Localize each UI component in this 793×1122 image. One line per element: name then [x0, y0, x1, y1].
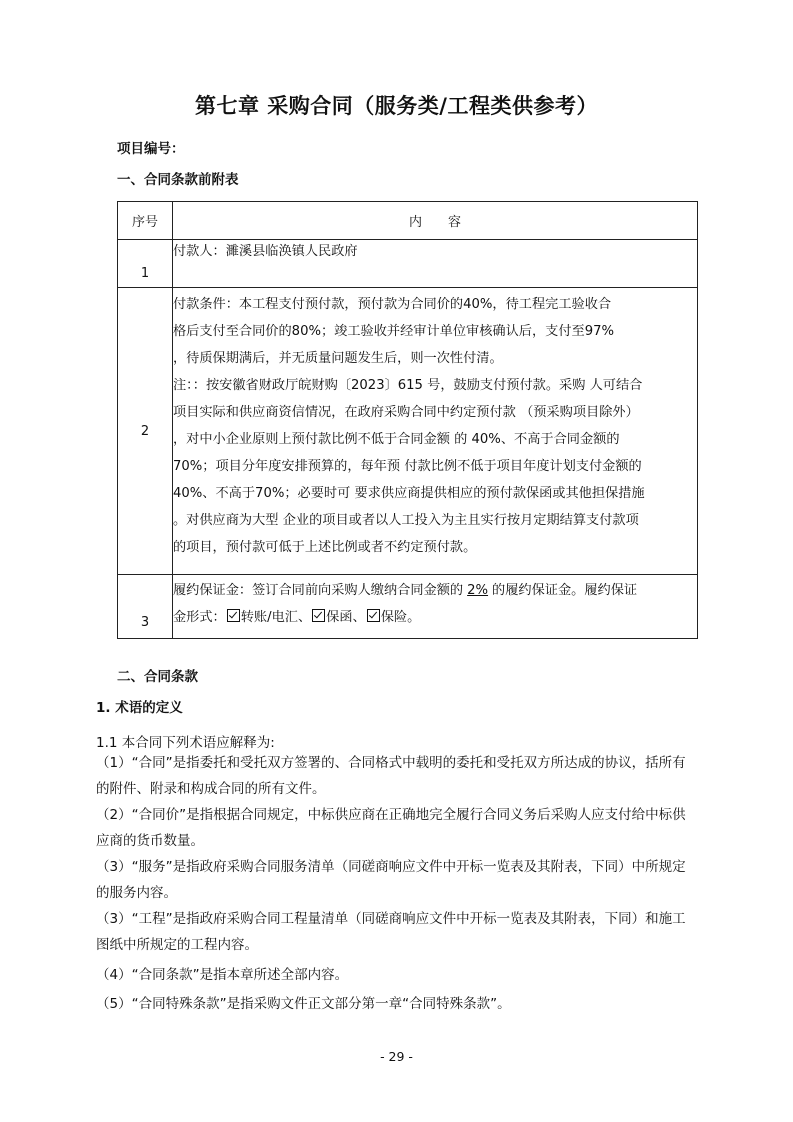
row-line: 70%；项目分年度安排预算的，每年预 付款比例不低于项目年度计划支付金额的	[173, 459, 642, 474]
body-line: 的附件、附录和构成合同的所有文件。	[96, 781, 326, 797]
page-number: - 29 -	[380, 1049, 413, 1064]
body-line: （3）“服务”是指政府采购合同服务清单（同磋商响应文件中开标一览表及其附表，下同）中所规定	[96, 859, 686, 875]
contract-terms-table	[117, 201, 698, 639]
deposit-text-suffix: 的履约保证金。履约保证	[492, 583, 638, 598]
option-transfer: 转账/电汇、	[240, 610, 312, 625]
deposit-percent: 2%	[467, 583, 489, 598]
table-header-row	[118, 202, 698, 240]
table-row	[118, 240, 698, 288]
section1-heading: 一、合同条款前附表	[117, 172, 239, 188]
checked-box-icon	[227, 609, 240, 622]
body-line: （3）“工程”是指政府采购合同工程量清单（同磋商响应文件中开标一览表及其附表，下同）和施工	[96, 911, 686, 927]
row-no: 3	[118, 575, 173, 639]
row-no: 1	[118, 240, 173, 288]
row-content	[173, 240, 698, 288]
chapter-title: 第七章 采购合同（服务类/工程类供参考）	[195, 94, 598, 118]
row-line: 注：：按安徽省财政厅皖财购〔2023〕615 号，鼓励支付预付款。采购 人可结合	[173, 378, 643, 393]
body-line: （2）“合同价”是指根据合同规定，中标供应商在正确地完全履行合同义务后采购人应支付给中标供	[96, 807, 686, 823]
option-insurance: 保险。	[380, 610, 421, 625]
body-line: 1.1 本合同下列术语应解释为:	[96, 735, 275, 751]
row-content	[173, 575, 698, 639]
header-no: 序号	[118, 202, 173, 240]
row-line: 格后支付至合同价的80%；竣工验收并经审计单位审核确认后，支付至97%	[173, 324, 615, 339]
row-line: ，待质保期满后，并无质量问题发生后，则一次性付清。	[173, 351, 503, 366]
row-no: 2	[118, 288, 173, 575]
option-guarantee: 保函、	[326, 610, 366, 625]
header-content: 内 容	[173, 202, 698, 240]
row-line	[173, 577, 697, 604]
checked-box-icon	[367, 609, 380, 622]
body-line: （4）“合同条款”是指本章所述全部内容。	[96, 967, 349, 983]
row-line: 。对供应商为大型 企业的项目或者以人工投入为主且实行按月定期结算支付款项	[173, 513, 639, 528]
project-number-label: 项目编号：	[117, 141, 185, 157]
row-line	[173, 604, 697, 631]
body-line: 的服务内容。	[96, 885, 177, 901]
row-line: ，对中小企业原则上预付款比例不低于合同金额 的 40%、不高于合同金额的	[173, 432, 620, 447]
section2-heading: 二、合同条款	[117, 669, 198, 685]
row-line: 项目实际和供应商资信情况，在政府采购合同中约定预付款 （预采购项目除外）	[173, 405, 639, 420]
deposit-text-prefix: 履约保证金：签订合同前向采购人缴纳合同金额的	[173, 583, 464, 598]
body-line: （5）“合同特殊条款”是指采购文件正文部分第一章“合同特殊条款”。	[96, 996, 511, 1012]
row-content	[173, 288, 698, 575]
row-line: 40%、不高于70%；必要时可 要求供应商提供相应的预付款保函或其他担保措施	[173, 486, 645, 501]
body-line: 图纸中所规定的工程内容。	[96, 937, 258, 953]
deposit-form-label: 金形式：	[173, 610, 226, 625]
table-row	[118, 288, 698, 575]
row-line: 的项目，预付款可低于上述比例或者不约定预付款。	[173, 540, 477, 555]
row-line: 付款人：濉溪县临涣镇人民政府	[173, 244, 358, 259]
row-line: 付款条件：本工程支付预付款，预付款为合同价的40%，待工程完工验收合	[173, 297, 612, 312]
checked-box-icon	[312, 609, 325, 622]
table-row	[118, 575, 698, 639]
body-line: 应商的货币数量。	[96, 833, 204, 849]
body-line: （1）“合同”是指委托和受托双方签署的、合同格式中载明的委托和受托双方所达成的协议，括所有	[96, 755, 686, 771]
subsection-heading: 1. 术语的定义	[96, 700, 183, 716]
